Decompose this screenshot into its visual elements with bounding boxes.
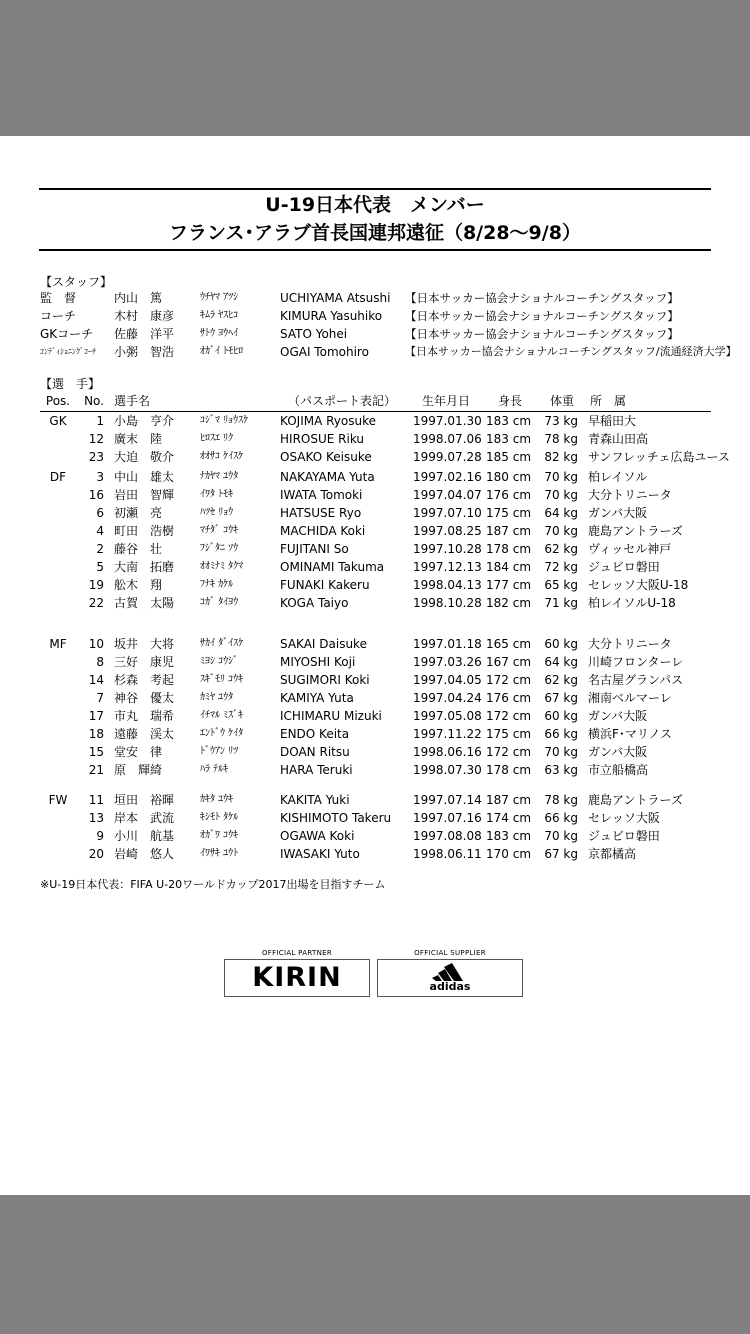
player-height: 174 cm — [486, 811, 532, 825]
staff-row — [0, 307, 750, 325]
table-row — [0, 725, 750, 743]
title-bottom-rule — [39, 249, 711, 251]
player-weight: 62 kg — [544, 542, 578, 556]
player-name: 町田 浩樹 — [114, 524, 175, 538]
staff-english-name: KIMURA Yasuhiko — [280, 309, 383, 323]
player-club: 市立船橋高 — [588, 763, 649, 777]
player-kana: ｻｶｲ ﾀﾞｲｽｹ — [200, 638, 244, 649]
player-club: セレッソ大阪U-18 — [588, 578, 689, 592]
player-height: 172 cm — [486, 709, 532, 723]
column-header-dob: 生年月日 — [422, 394, 471, 408]
player-club: 早稲田大 — [588, 414, 637, 428]
player-weight: 60 kg — [544, 637, 578, 651]
player-club: ジュビロ磐田 — [588, 829, 660, 843]
staff-row — [0, 325, 750, 343]
adidas-logo-text: adidas — [429, 980, 471, 993]
player-club: ヴィッセル神戸 — [588, 542, 672, 556]
player-height: 172 cm — [486, 673, 532, 687]
player-weight: 70 kg — [544, 524, 578, 538]
player-birthdate: 1997.04.05 — [413, 673, 482, 687]
player-kana: ﾅｶﾔﾏ ﾕｳﾀ — [200, 471, 239, 482]
player-weight: 78 kg — [544, 432, 578, 446]
player-height: 178 cm — [486, 542, 532, 556]
player-number: 14 — [88, 673, 104, 687]
player-club: 名古屋グランパス — [588, 673, 684, 687]
player-height: 185 cm — [486, 450, 532, 464]
column-header-club: 所 属 — [590, 394, 627, 408]
player-height: 183 cm — [486, 829, 532, 843]
staff-affiliation: 【日本サッカー協会ナショナルコーチングスタッフ】 — [405, 309, 679, 323]
player-name: 古賀 太陽 — [114, 596, 175, 610]
staff-name: 木村 康彦 — [114, 309, 175, 323]
top-rule — [39, 188, 711, 190]
table-row — [0, 576, 750, 594]
player-number: 18 — [88, 727, 104, 741]
player-passport-name: KOGA Taiyo — [280, 596, 349, 610]
player-passport-name: KISHIMOTO Takeru — [280, 811, 392, 825]
player-name: 藤谷 壮 — [114, 542, 163, 556]
table-row — [0, 743, 750, 761]
player-name: 大迫 敬介 — [114, 450, 175, 464]
player-number: 11 — [88, 793, 104, 807]
player-kana: ﾌｼﾞﾀﾆ ｿｳ — [200, 543, 239, 554]
player-height: 175 cm — [486, 506, 532, 520]
partner-label: OFFICIAL PARTNER — [261, 949, 332, 957]
player-weight: 64 kg — [544, 655, 578, 669]
player-kana: ｲﾁﾏﾙ ﾐｽﾞｷ — [200, 710, 244, 721]
table-row — [0, 504, 750, 522]
staff-kana: ｷﾑﾗ ﾔｽﾋｺ — [200, 310, 239, 321]
player-height: 178 cm — [486, 763, 532, 777]
player-height: 182 cm — [486, 596, 532, 610]
staff-kana: ｵｶﾞｲ ﾄﾓﾋﾛ — [200, 346, 244, 357]
player-position: DF — [49, 470, 67, 484]
player-passport-name: MIYOSHI Koji — [280, 655, 356, 669]
player-passport-name: HATSUSE Ryo — [280, 506, 362, 520]
player-name: 岸本 武流 — [114, 811, 175, 825]
player-club: 大分トリニータ — [588, 637, 672, 651]
player-number: 5 — [96, 560, 104, 574]
player-birthdate: 1998.07.06 — [413, 432, 482, 446]
player-number: 9 — [96, 829, 104, 843]
player-name: 杉森 考起 — [114, 673, 175, 687]
staff-english-name: SATO Yohei — [280, 327, 348, 341]
player-name: 小島 亨介 — [114, 414, 175, 428]
player-kana: ｶｷﾀ ﾕｳｷ — [200, 794, 234, 805]
player-weight: 60 kg — [544, 709, 578, 723]
table-row — [0, 809, 750, 827]
player-weight: 72 kg — [544, 560, 578, 574]
player-passport-name: DOAN Ritsu — [280, 745, 350, 759]
player-birthdate: 1997.12.13 — [413, 560, 482, 574]
player-position: FW — [48, 793, 68, 807]
table-row — [0, 540, 750, 558]
player-weight: 64 kg — [544, 506, 578, 520]
player-number: 21 — [88, 763, 104, 777]
staff-row — [0, 289, 750, 307]
player-position: MF — [49, 637, 67, 651]
player-club: 京都橘高 — [588, 847, 637, 861]
player-kana: ｲﾜｻｷ ﾕｳﾄ — [200, 848, 239, 859]
page-title: U-19日本代表 メンバー — [265, 194, 485, 216]
player-name: 三好 康児 — [114, 655, 175, 669]
table-row — [0, 430, 750, 448]
player-position: GK — [49, 414, 67, 428]
player-number: 13 — [88, 811, 104, 825]
player-passport-name: OGAWA Koki — [280, 829, 355, 843]
table-row — [0, 635, 750, 653]
table-row — [0, 845, 750, 863]
player-passport-name: MACHIDA Koki — [280, 524, 366, 538]
player-weight: 62 kg — [544, 673, 578, 687]
player-birthdate: 1997.08.25 — [413, 524, 482, 538]
staff-affiliation: 【日本サッカー協会ナショナルコーチングスタッフ】 — [405, 327, 679, 341]
player-club: 湘南ベルマーレ — [588, 691, 672, 705]
player-kana: ｵｶﾞﾜ ｺｳｷ — [200, 830, 239, 841]
player-name: 廣末 陸 — [114, 432, 163, 446]
staff-affiliation: 【日本サッカー協会ナショナルコーチングスタッフ/流通経済大学】 — [405, 345, 737, 358]
staff-row — [0, 343, 750, 361]
player-passport-name: IWASAKI Yuto — [280, 847, 360, 861]
staff-role: ｺﾝﾃﾞｨｼｮﾆﾝｸﾞｺｰﾁ — [40, 347, 96, 356]
player-kana: ﾄﾞｳｱﾝ ﾘﾂ — [200, 746, 239, 757]
player-name: 岩田 智輝 — [114, 488, 175, 502]
player-birthdate: 1997.02.16 — [413, 470, 482, 484]
player-club: 柏レイソルU-18 — [588, 596, 676, 610]
player-weight: 70 kg — [544, 829, 578, 843]
kirin-logo-text: KIRIN — [252, 962, 342, 993]
player-height: 183 cm — [486, 432, 532, 446]
player-club: 鹿島アントラーズ — [588, 524, 683, 538]
player-club: ジュビロ磐田 — [588, 560, 660, 574]
player-kana: ｲﾜﾀ ﾄﾓｷ — [200, 489, 234, 500]
player-club: 鹿島アントラーズ — [588, 793, 683, 807]
player-number: 7 — [96, 691, 104, 705]
player-birthdate: 1997.01.18 — [413, 637, 482, 651]
player-height: 176 cm — [486, 691, 532, 705]
player-number: 8 — [96, 655, 104, 669]
player-height: 184 cm — [486, 560, 532, 574]
staff-role: GKコーチ — [40, 327, 94, 341]
player-name: 堂安 律 — [114, 745, 163, 759]
player-birthdate: 1997.07.10 — [413, 506, 482, 520]
player-height: 177 cm — [486, 578, 532, 592]
column-header-pos: Pos. — [45, 394, 71, 408]
staff-kana: ｻﾄｳ ﾖｳﾍｲ — [200, 328, 239, 339]
table-row — [0, 827, 750, 845]
player-kana: ﾋﾛｽｴ ﾘｸ — [200, 433, 234, 444]
table-row — [0, 486, 750, 504]
column-header-weight: 体重 — [550, 394, 575, 408]
player-kana: ｽｷﾞﾓﾘ ｺｳｷ — [200, 674, 244, 685]
player-birthdate: 1997.04.24 — [413, 691, 482, 705]
player-birthdate: 1997.07.14 — [413, 793, 482, 807]
player-number: 16 — [88, 488, 104, 502]
player-birthdate: 1998.06.11 — [413, 847, 482, 861]
player-passport-name: ICHIMARU Mizuki — [280, 709, 382, 723]
player-birthdate: 1999.07.28 — [413, 450, 482, 464]
player-weight: 82 kg — [544, 450, 578, 464]
player-kana: ﾏﾁﾀﾞ ｺｳｷ — [200, 525, 239, 536]
player-number: 23 — [88, 450, 104, 464]
document-page — [0, 136, 750, 1195]
player-kana: ﾊﾂｾ ﾘｮｳ — [200, 507, 234, 518]
player-weight: 66 kg — [544, 727, 578, 741]
staff-english-name: OGAI Tomohiro — [280, 345, 369, 359]
player-kana: ｵｵｻｺ ｹｲｽｹ — [200, 451, 244, 462]
player-weight: 65 kg — [544, 578, 578, 592]
player-height: 187 cm — [486, 524, 532, 538]
table-row — [0, 791, 750, 809]
player-height: 187 cm — [486, 793, 532, 807]
player-passport-name: ENDO Keita — [280, 727, 350, 741]
player-name: 坂井 大将 — [114, 637, 175, 651]
player-weight: 70 kg — [544, 470, 578, 484]
player-passport-name: KAMIYA Yuta — [280, 691, 354, 705]
player-club: ガンバ大阪 — [588, 709, 648, 723]
player-passport-name: HIROSUE Riku — [280, 432, 364, 446]
player-name: 岩崎 悠人 — [114, 847, 175, 861]
staff-heading: 【スタッフ】 — [40, 275, 113, 289]
player-kana: ｴﾝﾄﾞｳ ｹｲﾀ — [200, 728, 244, 739]
staff-role: コーチ — [40, 309, 77, 323]
staff-name: 小粥 智浩 — [114, 345, 175, 359]
player-height: 165 cm — [486, 637, 532, 651]
player-birthdate: 1997.11.22 — [413, 727, 482, 741]
player-club: サンフレッチェ広島ユース — [588, 450, 730, 464]
player-weight: 70 kg — [544, 488, 578, 502]
player-height: 183 cm — [486, 414, 532, 428]
player-number: 15 — [88, 745, 104, 759]
player-height: 170 cm — [486, 847, 532, 861]
player-passport-name: OMINAMI Takuma — [280, 560, 385, 574]
player-height: 167 cm — [486, 655, 532, 669]
player-birthdate: 1998.10.28 — [413, 596, 482, 610]
player-kana: ｵｵﾐﾅﾐ ﾀｸﾏ — [200, 561, 244, 572]
player-birthdate: 1997.08.08 — [413, 829, 482, 843]
player-weight: 73 kg — [544, 414, 578, 428]
player-number: 17 — [88, 709, 104, 723]
column-header-name: 選手名 — [114, 394, 151, 408]
player-passport-name: NAKAYAMA Yuta — [280, 470, 375, 484]
player-birthdate: 1997.03.26 — [413, 655, 482, 669]
player-passport-name: SUGIMORI Koki — [280, 673, 370, 687]
player-name: 中山 雄太 — [114, 470, 175, 484]
table-row — [0, 761, 750, 779]
player-club: セレッソ大阪 — [588, 811, 660, 825]
player-name: 遠藤 渓太 — [114, 727, 175, 741]
table-row — [0, 412, 750, 430]
player-name: 原 輝綺 — [114, 763, 163, 777]
staff-name: 佐藤 洋平 — [114, 327, 175, 341]
footnote: ※U-19日本代表：FIFA U-20ワールドカップ2017出場を目指すチーム — [40, 878, 386, 891]
player-club: 川崎フロンターレ — [588, 655, 684, 669]
table-header — [0, 392, 750, 410]
column-header-passport: （パスポート表記） — [288, 394, 397, 408]
table-row — [0, 468, 750, 486]
staff-english-name: UCHIYAMA Atsushi — [280, 291, 391, 305]
player-number: 1 — [96, 414, 104, 428]
player-weight: 67 kg — [544, 847, 578, 861]
player-number: 2 — [96, 542, 104, 556]
player-height: 175 cm — [486, 727, 532, 741]
player-kana: ﾌﾅｷ ｶｹﾙ — [200, 579, 234, 590]
player-name: 市丸 瑞希 — [114, 709, 175, 723]
player-kana: ﾐﾖｼ ｺｳｼﾞ — [200, 656, 239, 667]
player-birthdate: 1998.07.30 — [413, 763, 482, 777]
adidas-logo — [377, 959, 523, 997]
table-row — [0, 448, 750, 466]
supplier-label: OFFICIAL SUPPLIER — [414, 949, 486, 957]
player-club: ガンバ大阪 — [588, 506, 648, 520]
staff-name: 内山 篤 — [114, 291, 163, 305]
player-club: 横浜F･マリノス — [588, 727, 672, 741]
player-number: 22 — [88, 596, 104, 610]
table-row — [0, 689, 750, 707]
player-number: 3 — [96, 470, 104, 484]
player-passport-name: IWATA Tomoki — [280, 488, 363, 502]
player-birthdate: 1997.07.16 — [413, 811, 482, 825]
player-height: 172 cm — [486, 745, 532, 759]
player-passport-name: FUNAKI Kakeru — [280, 578, 370, 592]
player-number: 20 — [88, 847, 104, 861]
player-passport-name: OSAKO Keisuke — [280, 450, 372, 464]
player-weight: 71 kg — [544, 596, 578, 610]
player-birthdate: 1997.10.28 — [413, 542, 482, 556]
staff-kana: ｳﾁﾔﾏ ｱﾂｼ — [200, 292, 239, 303]
player-name: 初瀬 亮 — [114, 506, 163, 520]
player-kana: ｺｶﾞ ﾀｲﾖｳ — [200, 597, 239, 608]
table-row — [0, 653, 750, 671]
player-passport-name: KOJIMA Ryosuke — [280, 414, 376, 428]
column-header-height: 身長 — [498, 394, 523, 408]
player-birthdate: 1998.06.16 — [413, 745, 482, 759]
player-weight: 63 kg — [544, 763, 578, 777]
players-heading: 【選 手】 — [40, 377, 101, 391]
table-row — [0, 594, 750, 612]
staff-affiliation: 【日本サッカー協会ナショナルコーチングスタッフ】 — [405, 291, 679, 305]
player-weight: 67 kg — [544, 691, 578, 705]
player-birthdate: 1998.04.13 — [413, 578, 482, 592]
player-weight: 66 kg — [544, 811, 578, 825]
player-birthdate: 1997.05.08 — [413, 709, 482, 723]
table-row — [0, 522, 750, 540]
player-name: 小川 航基 — [114, 829, 175, 843]
player-passport-name: SAKAI Daisuke — [280, 637, 367, 651]
player-number: 10 — [88, 637, 104, 651]
player-weight: 70 kg — [544, 745, 578, 759]
player-birthdate: 1997.04.07 — [413, 488, 482, 502]
player-number: 19 — [88, 578, 104, 592]
player-kana: ｶﾐﾔ ﾕｳﾀ — [200, 692, 234, 703]
table-row — [0, 558, 750, 576]
player-name: 舩木 翔 — [114, 578, 163, 592]
player-weight: 78 kg — [544, 793, 578, 807]
player-club: 青森山田高 — [588, 432, 649, 446]
player-passport-name: HARA Teruki — [280, 763, 353, 777]
player-height: 180 cm — [486, 470, 532, 484]
player-name: 神谷 優太 — [114, 691, 175, 705]
player-club: 柏レイソル — [588, 470, 648, 484]
player-name: 垣田 裕暉 — [114, 793, 175, 807]
staff-role: 監 督 — [40, 291, 77, 305]
player-kana: ｷｼﾓﾄ ﾀｹﾙ — [200, 812, 239, 823]
kirin-logo — [224, 959, 370, 997]
player-number: 6 — [96, 506, 104, 520]
column-header-no: No. — [84, 394, 104, 408]
page-subtitle: フランス･アラブ首長国連邦遠征（8/28〜9/8） — [169, 222, 581, 244]
player-height: 176 cm — [486, 488, 532, 502]
player-kana: ｺｼﾞﾏ ﾘｮｳｽｹ — [200, 415, 249, 426]
player-passport-name: FUJITANI So — [280, 542, 349, 556]
player-birthdate: 1997.01.30 — [413, 414, 482, 428]
player-passport-name: KAKITA Yuki — [280, 793, 350, 807]
player-kana: ﾊﾗ ﾃﾙｷ — [200, 764, 229, 775]
table-row — [0, 671, 750, 689]
table-row — [0, 707, 750, 725]
player-club: 大分トリニータ — [588, 488, 672, 502]
player-number: 12 — [88, 432, 104, 446]
player-name: 大南 拓磨 — [114, 560, 175, 574]
player-club: ガンバ大阪 — [588, 745, 648, 759]
player-number: 4 — [96, 524, 104, 538]
